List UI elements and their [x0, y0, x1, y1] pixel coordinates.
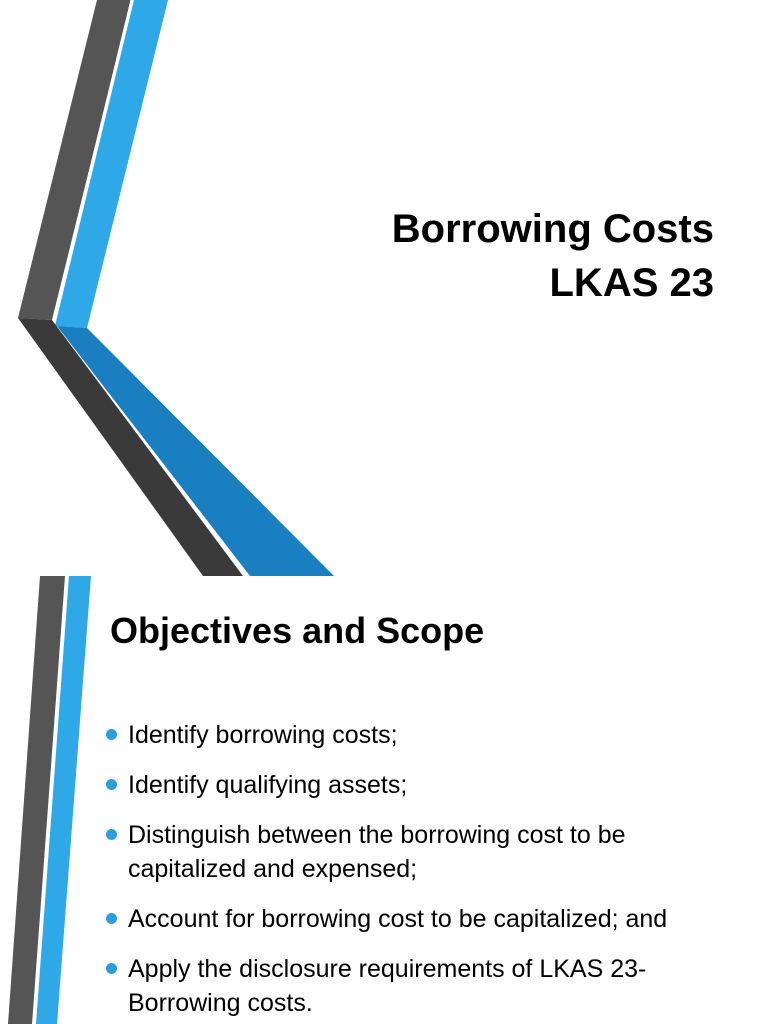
list-item — [104, 952, 744, 1020]
bullet-dot-icon — [106, 729, 117, 740]
list-item — [104, 818, 744, 886]
slide-title — [392, 202, 714, 310]
objectives-slide — [0, 576, 768, 1024]
list-item-text: Identify qualifying assets; — [128, 771, 408, 799]
bullet-dot-icon — [106, 779, 117, 790]
list-item — [104, 718, 744, 752]
slide-heading: Objectives and Scope — [110, 610, 485, 651]
bullet-dot-icon — [106, 829, 117, 840]
title-line-2: LKAS 23 — [549, 261, 714, 305]
list-item — [104, 768, 744, 802]
list-item-text: Identify borrowing costs; — [128, 721, 398, 749]
bullet-dot-icon — [106, 913, 117, 924]
list-item-text: Distinguish between the borrowing cost to be capitalized and expensed; — [128, 821, 626, 883]
side-stripe-decoration — [0, 576, 120, 1024]
list-item-text: Apply the disclosure requirements of LKAS 23- Borrowing costs. — [128, 955, 647, 1017]
list-item — [104, 902, 744, 936]
objectives-list — [104, 718, 744, 1024]
lower-charcoal-stripe — [18, 318, 243, 576]
bullet-dot-icon — [106, 963, 117, 974]
list-item-text: Account for borrowing cost to be capitalized; and — [128, 905, 668, 933]
title-line-1: Borrowing Costs — [391, 207, 714, 251]
